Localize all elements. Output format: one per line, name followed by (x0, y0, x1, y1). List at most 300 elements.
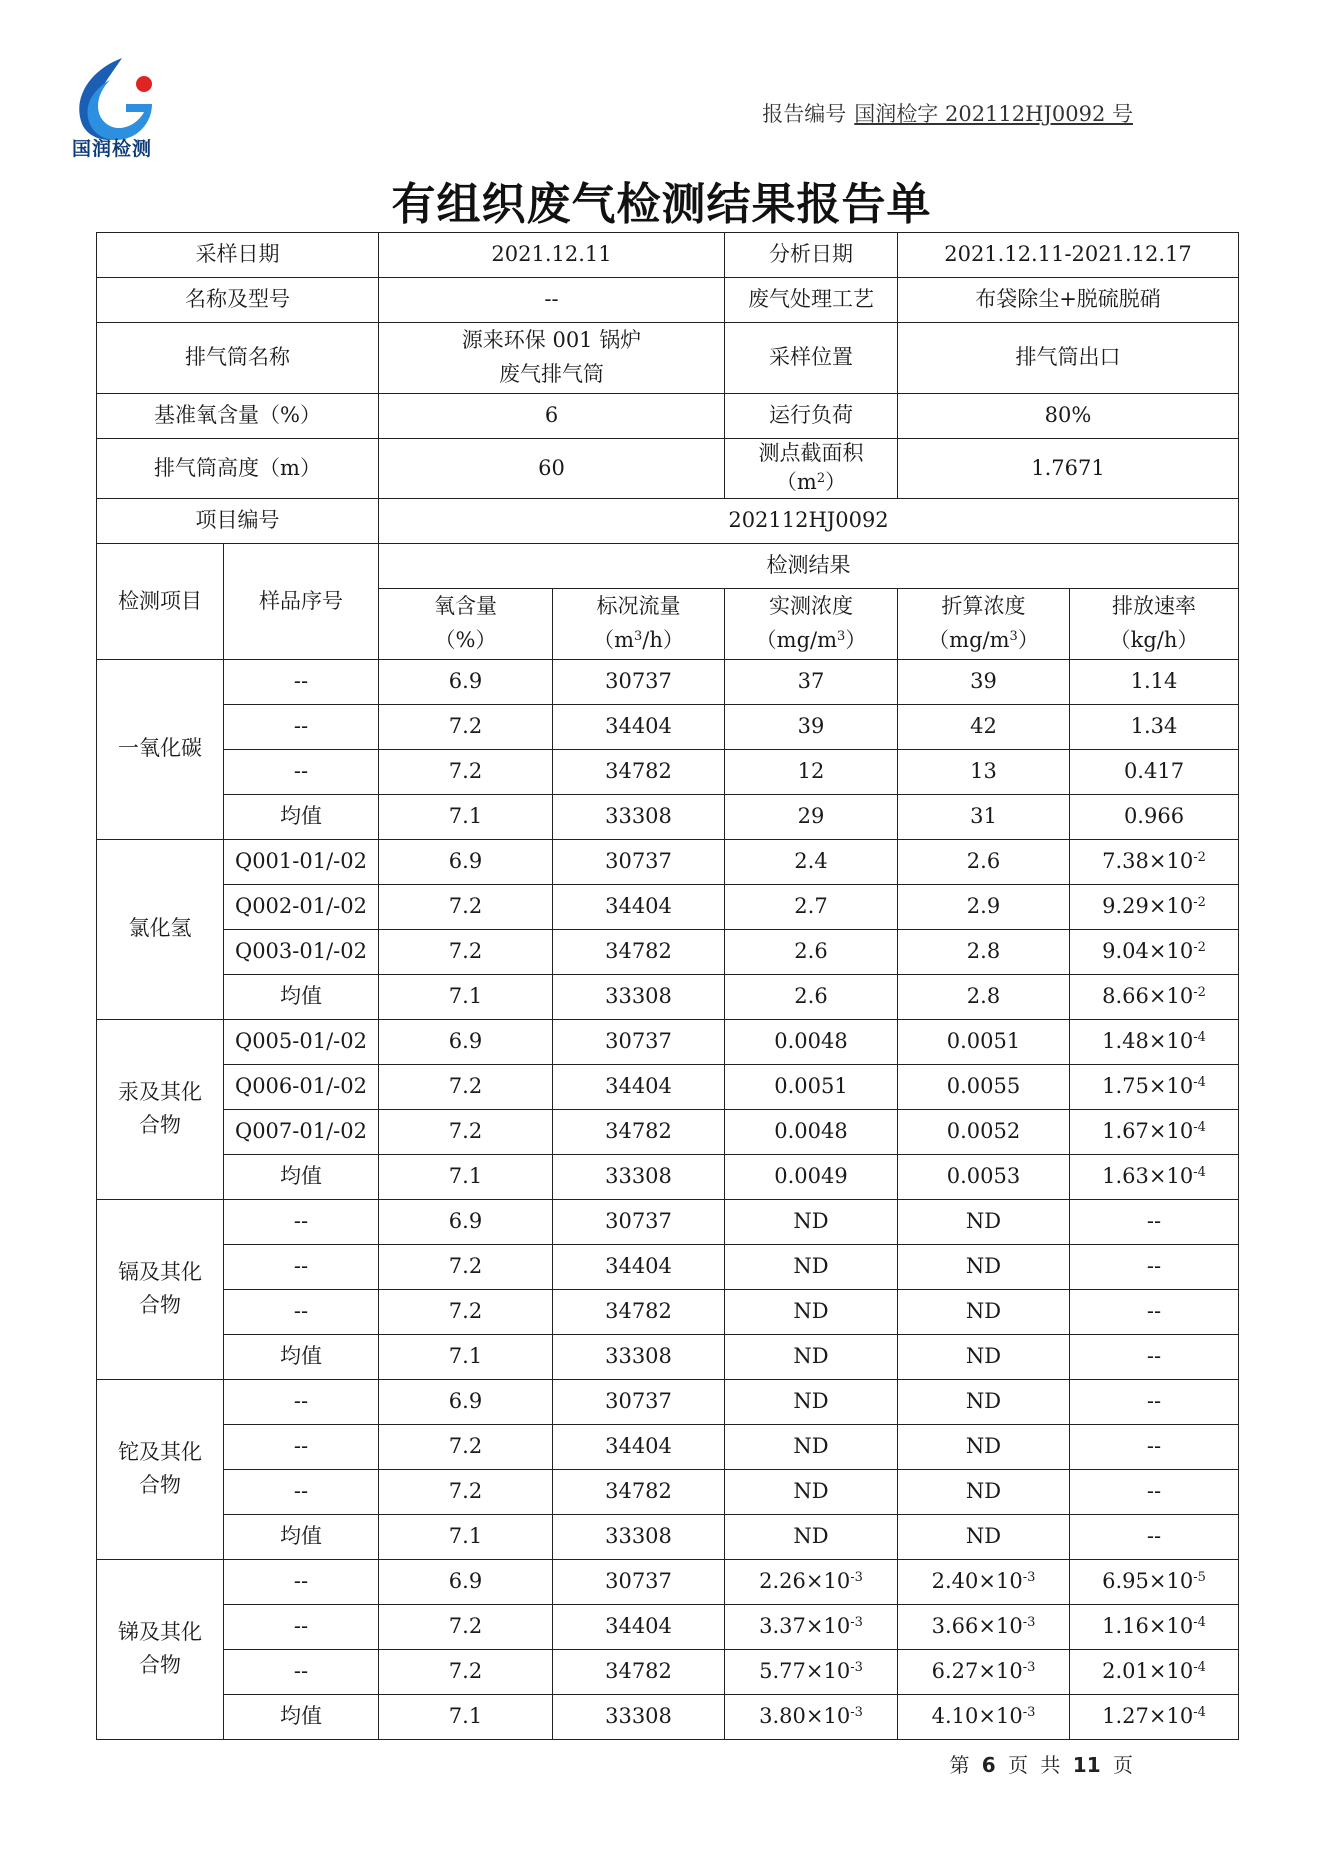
measured-cell (725, 1064, 898, 1109)
item-name-line: 汞及其化 (118, 1079, 202, 1104)
table-row (97, 1019, 1239, 1064)
measured-cell (725, 1649, 898, 1694)
rate-cell (1070, 884, 1239, 929)
flow-cell: 30737 (553, 1019, 725, 1064)
oxygen-cell: 6.9 (379, 1019, 553, 1064)
converted-cell (898, 929, 1070, 974)
converted-cell-mantissa: 2.40×10 (931, 1569, 1023, 1594)
converted-cell (898, 1334, 1070, 1379)
rate-cell (1070, 974, 1239, 1019)
measured-cell-mantissa: 29 (797, 804, 825, 829)
flow-cell: 33308 (553, 1694, 725, 1739)
rate-cell-mantissa: 1.27×10 (1102, 1704, 1194, 1729)
converted-cell-mantissa: 6.27×10 (931, 1659, 1023, 1684)
rate-cell (1070, 1334, 1239, 1379)
page-number: 6 (981, 1753, 996, 1777)
rate-cell-mantissa: 0.417 (1123, 759, 1185, 784)
table-row (97, 1694, 1239, 1739)
measured-cell-mantissa: 3.80×10 (759, 1704, 851, 1729)
flow-cell: 30737 (553, 1559, 725, 1604)
sample-cell: 均值 (224, 1694, 379, 1739)
rate-cell (1070, 929, 1239, 974)
stack-height-value: 60 (379, 439, 725, 499)
load-value: 80% (898, 394, 1239, 439)
converted-cell-mantissa: ND (965, 1524, 1002, 1549)
measured-cell (725, 1379, 898, 1424)
rate-cell-exponent: -5 (1193, 1570, 1206, 1586)
result-table-body (97, 233, 1239, 1740)
report-number (762, 98, 1133, 128)
flow-cell: 34782 (553, 929, 725, 974)
col-header-name: 标况流量 (596, 594, 681, 619)
sample-cell: -- (224, 1244, 379, 1289)
oxygen-cell: 7.1 (379, 1694, 553, 1739)
rate-cell (1070, 1244, 1239, 1289)
rate-cell-mantissa: 1.34 (1130, 714, 1178, 739)
rate-cell-mantissa: -- (1146, 1254, 1162, 1279)
converted-cell-mantissa: 0.0055 (946, 1074, 1021, 1099)
item-name-cell (97, 1559, 224, 1739)
measured-cell (725, 1244, 898, 1289)
converted-cell (898, 839, 1070, 884)
rate-cell-exponent: -4 (1193, 1660, 1206, 1676)
flow-cell: 33308 (553, 974, 725, 1019)
table-row (97, 1109, 1239, 1154)
converted-cell-mantissa: 31 (970, 804, 997, 829)
total-pages: 11 (1072, 1753, 1101, 1777)
col-header-unit-sup: 3 (634, 628, 643, 644)
sample-cell: 均值 (224, 794, 379, 839)
measured-cell (725, 839, 898, 884)
section-area-label (725, 439, 898, 499)
table-row (97, 749, 1239, 794)
flow-cell: 34404 (553, 1244, 725, 1289)
rate-cell-mantissa: 2.01×10 (1102, 1659, 1194, 1684)
rate-cell (1070, 839, 1239, 884)
rate-cell-mantissa: 1.63×10 (1102, 1164, 1194, 1189)
rate-cell-exponent: -2 (1193, 985, 1206, 1001)
report-number-label: 报告编号 (762, 102, 847, 126)
rate-cell (1070, 1199, 1239, 1244)
col-header-unit: （mg/m (928, 627, 1010, 652)
oxygen-cell: 7.2 (379, 1244, 553, 1289)
item-name-line: 锑及其化 (118, 1619, 202, 1644)
table-row (97, 929, 1239, 974)
measured-cell (725, 974, 898, 1019)
rate-cell-exponent: -4 (1193, 1705, 1206, 1721)
item-name-line: 合物 (139, 1293, 181, 1318)
rate-cell-mantissa: 1.75×10 (1102, 1074, 1194, 1099)
converted-cell (898, 1244, 1070, 1289)
table-row (97, 1604, 1239, 1649)
converted-cell-mantissa: 2.6 (966, 849, 1001, 874)
oxygen-cell: 7.2 (379, 884, 553, 929)
col-header-rate (1070, 588, 1239, 659)
measured-cell (725, 1514, 898, 1559)
table-row (97, 839, 1239, 884)
oxygen-cell: 6.9 (379, 1379, 553, 1424)
sample-cell: 均值 (224, 1154, 379, 1199)
measured-cell-mantissa: 0.0049 (774, 1164, 848, 1189)
col-header-unit-sup: 3 (1009, 628, 1018, 644)
converted-cell (898, 1289, 1070, 1334)
sampling-position-value: 排气筒出口 (898, 323, 1239, 394)
rate-cell-mantissa: 1.16×10 (1102, 1614, 1194, 1639)
converted-cell (898, 1604, 1070, 1649)
table-row (97, 974, 1239, 1019)
section-area-text: ） (825, 470, 847, 495)
col-header-measured (725, 588, 898, 659)
header-row (97, 543, 1239, 588)
sample-cell: -- (224, 1469, 379, 1514)
measured-cell-mantissa: 39 (797, 714, 825, 739)
measured-cell (725, 884, 898, 929)
measured-cell-mantissa: 2.4 (794, 849, 828, 874)
table-row (97, 1424, 1239, 1469)
rate-cell (1070, 1649, 1239, 1694)
table-row (97, 1334, 1239, 1379)
measured-cell (725, 1559, 898, 1604)
measured-cell-exponent: -3 (850, 1705, 863, 1721)
measured-cell (725, 1199, 898, 1244)
converted-cell-mantissa: 4.10×10 (931, 1704, 1023, 1729)
rate-cell (1070, 1289, 1239, 1334)
treatment-value: 布袋除尘+脱硫脱硝 (898, 278, 1239, 323)
converted-cell (898, 884, 1070, 929)
converted-cell (898, 1694, 1070, 1739)
converted-cell-mantissa: ND (965, 1479, 1002, 1504)
measured-cell-mantissa: 37 (797, 669, 825, 694)
converted-cell (898, 1199, 1070, 1244)
converted-cell (898, 1109, 1070, 1154)
flow-cell: 30737 (553, 1199, 725, 1244)
col-header-name: 实测浓度 (769, 594, 853, 619)
flow-cell: 30737 (553, 659, 725, 704)
measured-cell (725, 1109, 898, 1154)
col-header-name: 氧含量 (434, 594, 497, 619)
rate-cell-mantissa: -- (1146, 1434, 1162, 1459)
measured-cell-mantissa: 2.26×10 (759, 1569, 851, 1594)
oxygen-cell: 7.1 (379, 974, 553, 1019)
flow-cell: 33308 (553, 1154, 725, 1199)
measured-cell-mantissa: 2.6 (794, 939, 828, 964)
measured-cell-mantissa: 0.0051 (774, 1074, 848, 1099)
measured-cell-mantissa: ND (793, 1524, 829, 1549)
converted-cell-mantissa: 0.0053 (946, 1164, 1021, 1189)
oxygen-cell: 7.2 (379, 704, 553, 749)
table-row (97, 1649, 1239, 1694)
measured-cell (725, 1604, 898, 1649)
sample-cell: -- (224, 704, 379, 749)
converted-cell-exponent: -3 (1022, 1570, 1036, 1586)
rate-cell-mantissa: 1.48×10 (1102, 1029, 1194, 1054)
logo-red-dot (136, 76, 152, 92)
item-name-line: 合物 (139, 1473, 181, 1498)
oxygen-cell: 6.9 (379, 839, 553, 884)
rate-cell-mantissa: 9.04×10 (1102, 939, 1194, 964)
converted-cell-exponent: -3 (1022, 1615, 1036, 1631)
sample-cell: -- (224, 1379, 379, 1424)
sample-cell: Q002-01/-02 (224, 884, 379, 929)
table-row (97, 1559, 1239, 1604)
measured-cell (725, 659, 898, 704)
table-row (97, 884, 1239, 929)
oxygen-cell: 7.1 (379, 1154, 553, 1199)
flow-cell: 34782 (553, 1649, 725, 1694)
rate-cell (1070, 1154, 1239, 1199)
rate-cell-exponent: -4 (1193, 1030, 1206, 1046)
rate-cell-mantissa: 9.29×10 (1102, 894, 1194, 919)
load-label: 运行负荷 (725, 394, 898, 439)
rate-cell (1070, 749, 1239, 794)
flow-cell: 30737 (553, 1379, 725, 1424)
rate-cell-mantissa: -- (1146, 1389, 1162, 1414)
col-header-flow (553, 588, 725, 659)
table-row (97, 704, 1239, 749)
sample-cell: Q003-01/-02 (224, 929, 379, 974)
converted-cell (898, 659, 1070, 704)
item-name-line: 合物 (139, 1653, 181, 1678)
analysis-date-value: 2021.12.11-2021.12.17 (898, 233, 1239, 278)
converted-cell-mantissa: 3.66×10 (931, 1614, 1023, 1639)
sample-cell: -- (224, 1649, 379, 1694)
measured-cell (725, 749, 898, 794)
converted-cell-mantissa: 42 (970, 714, 997, 739)
sample-cell: -- (224, 1559, 379, 1604)
rate-cell-mantissa: -- (1146, 1524, 1162, 1549)
col-header-unit-sup: 3 (837, 628, 846, 644)
col-header-unit: ） (1017, 627, 1039, 652)
rate-cell-exponent: -4 (1193, 1165, 1206, 1181)
converted-cell (898, 1379, 1070, 1424)
flow-cell: 34404 (553, 1604, 725, 1649)
info-row (97, 394, 1239, 439)
item-name-cell (97, 1379, 224, 1559)
measured-cell-mantissa: ND (793, 1344, 829, 1369)
item-name-cell (97, 659, 224, 839)
sample-cell: -- (224, 659, 379, 704)
rate-cell (1070, 1514, 1239, 1559)
item-name-cell (97, 1019, 224, 1199)
col-header-unit: （%） (434, 627, 497, 652)
rate-cell-mantissa: -- (1146, 1479, 1162, 1504)
section-area-value: 1.7671 (898, 439, 1239, 499)
rate-cell-exponent: -4 (1193, 1615, 1206, 1631)
table-row (97, 659, 1239, 704)
sample-cell: -- (224, 1604, 379, 1649)
measured-cell-mantissa: ND (793, 1299, 829, 1324)
converted-cell-mantissa: ND (965, 1254, 1002, 1279)
rate-cell (1070, 794, 1239, 839)
converted-cell (898, 974, 1070, 1019)
rate-cell-exponent: -2 (1193, 895, 1206, 911)
col-header-unit: /h） (642, 627, 684, 652)
stack-height-label: 排气筒高度（m） (97, 439, 379, 499)
rate-cell-mantissa: 1.14 (1130, 669, 1178, 694)
flow-cell: 33308 (553, 1334, 725, 1379)
item-name-line: 合物 (139, 1113, 181, 1138)
rate-cell (1070, 1469, 1239, 1514)
measured-cell (725, 1019, 898, 1064)
rate-cell-mantissa: -- (1146, 1344, 1162, 1369)
rate-cell (1070, 1694, 1239, 1739)
stack-name-line: 源来环保 001 锅炉 (461, 328, 642, 353)
sample-cell: 均值 (224, 1514, 379, 1559)
table-row (97, 1289, 1239, 1334)
info-row (97, 439, 1239, 499)
converted-cell-exponent: -3 (1022, 1660, 1036, 1676)
table-row (97, 1469, 1239, 1514)
measured-cell (725, 1424, 898, 1469)
flow-cell: 33308 (553, 794, 725, 839)
col-header-item: 检测项目 (97, 543, 224, 659)
measured-cell (725, 1334, 898, 1379)
rate-cell-exponent: -2 (1193, 850, 1206, 866)
oxygen-cell: 7.1 (379, 1514, 553, 1559)
flow-cell: 34782 (553, 1109, 725, 1154)
sample-cell: Q005-01/-02 (224, 1019, 379, 1064)
info-row (97, 498, 1239, 543)
project-no-label: 项目编号 (97, 498, 379, 543)
oxygen-cell: 7.2 (379, 1424, 553, 1469)
converted-cell (898, 1469, 1070, 1514)
oxygen-cell: 6.9 (379, 1559, 553, 1604)
rate-cell-mantissa: 1.67×10 (1102, 1119, 1194, 1144)
sampling-date-value: 2021.12.11 (379, 233, 725, 278)
rate-cell-mantissa: 6.95×10 (1102, 1569, 1194, 1594)
item-name-line: 镉及其化 (118, 1259, 202, 1284)
converted-cell (898, 1019, 1070, 1064)
converted-cell (898, 794, 1070, 839)
col-header-unit: （m (593, 627, 635, 652)
converted-cell (898, 1514, 1070, 1559)
measured-cell-exponent: -3 (850, 1660, 863, 1676)
converted-cell-mantissa: 0.0051 (946, 1029, 1021, 1054)
flow-cell: 34404 (553, 704, 725, 749)
oxygen-cell: 7.2 (379, 1289, 553, 1334)
ref-oxygen-label: 基准氧含量（%） (97, 394, 379, 439)
rate-cell (1070, 1019, 1239, 1064)
sample-cell: -- (224, 749, 379, 794)
converted-cell-mantissa: 13 (970, 759, 997, 784)
treatment-label: 废气处理工艺 (725, 278, 898, 323)
converted-cell-mantissa: 0.0052 (946, 1119, 1021, 1144)
oxygen-cell: 7.2 (379, 929, 553, 974)
section-area-text: 测点截面积（m (758, 441, 864, 495)
col-header-unit: （kg/h） (1109, 627, 1199, 652)
converted-cell-mantissa: ND (965, 1344, 1002, 1369)
measured-cell-mantissa: 12 (797, 759, 825, 784)
rate-cell-mantissa: 0.966 (1123, 804, 1185, 829)
col-header-name: 折算浓度 (941, 594, 1026, 619)
page-footer (949, 1749, 1133, 1778)
rate-cell-mantissa: 7.38×10 (1102, 849, 1194, 874)
converted-cell (898, 749, 1070, 794)
converted-cell (898, 1424, 1070, 1469)
col-header-oxygen (379, 588, 553, 659)
info-row (97, 233, 1239, 278)
flow-cell: 34782 (553, 1469, 725, 1514)
sample-cell: Q001-01/-02 (224, 839, 379, 884)
item-name-cell (97, 1199, 224, 1379)
col-header-results: 检测结果 (379, 543, 1239, 588)
table-row (97, 1199, 1239, 1244)
flow-cell: 33308 (553, 1514, 725, 1559)
flow-cell: 34782 (553, 1289, 725, 1334)
measured-cell (725, 704, 898, 749)
measured-cell (725, 794, 898, 839)
result-table (96, 232, 1239, 1740)
ref-oxygen-value: 6 (379, 394, 725, 439)
sampling-date-label: 采样日期 (97, 233, 379, 278)
converted-cell (898, 1649, 1070, 1694)
rate-cell-mantissa: -- (1146, 1209, 1162, 1234)
sample-cell: -- (224, 1424, 379, 1469)
footer-text: 页 共 (1008, 1753, 1061, 1777)
logo-text: 国润检测 (71, 138, 152, 160)
converted-cell-mantissa: 2.9 (966, 894, 1001, 919)
model-label: 名称及型号 (97, 278, 379, 323)
item-name-line: 铊及其化 (118, 1439, 202, 1464)
converted-cell-mantissa: 39 (970, 669, 997, 694)
measured-cell (725, 1154, 898, 1199)
col-header-name: 排放速率 (1112, 594, 1196, 619)
flow-cell: 34782 (553, 749, 725, 794)
stack-name-value (379, 323, 725, 394)
oxygen-cell: 7.2 (379, 1604, 553, 1649)
measured-cell-mantissa: 2.7 (794, 894, 828, 919)
sample-cell: Q007-01/-02 (224, 1109, 379, 1154)
footer-text: 页 (1113, 1753, 1133, 1777)
measured-cell-mantissa: ND (793, 1254, 829, 1279)
converted-cell (898, 1154, 1070, 1199)
sample-cell: Q006-01/-02 (224, 1064, 379, 1109)
table-row (97, 1064, 1239, 1109)
rate-cell (1070, 1604, 1239, 1649)
measured-cell-mantissa: ND (793, 1389, 829, 1414)
flow-cell: 34404 (553, 1424, 725, 1469)
rate-cell-exponent: -4 (1193, 1120, 1206, 1136)
rate-cell-mantissa: 8.66×10 (1102, 984, 1194, 1009)
sample-cell: 均值 (224, 1334, 379, 1379)
col-header-converted (898, 588, 1070, 659)
measured-cell-exponent: -3 (850, 1615, 863, 1631)
table-row (97, 1244, 1239, 1289)
rate-cell (1070, 1064, 1239, 1109)
converted-cell (898, 704, 1070, 749)
info-row (97, 323, 1239, 394)
item-name-line: 一氧化碳 (118, 736, 202, 761)
converted-cell-mantissa: ND (965, 1209, 1002, 1234)
page-title: 有组织废气检测结果报告单 (391, 179, 932, 230)
sampling-position-label: 采样位置 (725, 323, 898, 394)
rate-cell (1070, 1424, 1239, 1469)
rate-cell-exponent: -4 (1193, 1075, 1206, 1091)
report-number-value: 国润检字 202112HJ0092 号 (854, 102, 1133, 126)
measured-cell (725, 1469, 898, 1514)
measured-cell-mantissa: 2.6 (794, 984, 828, 1009)
table-row (97, 1514, 1239, 1559)
item-name-line: 氯化氢 (128, 916, 192, 941)
oxygen-cell: 7.2 (379, 749, 553, 794)
converted-cell-mantissa: 2.8 (966, 939, 1001, 964)
col-header-unit: ） (845, 627, 867, 652)
measured-cell (725, 1694, 898, 1739)
sample-cell: 均值 (224, 974, 379, 1019)
converted-cell-mantissa: ND (965, 1434, 1002, 1459)
oxygen-cell: 6.9 (379, 659, 553, 704)
flow-cell: 34404 (553, 1064, 725, 1109)
